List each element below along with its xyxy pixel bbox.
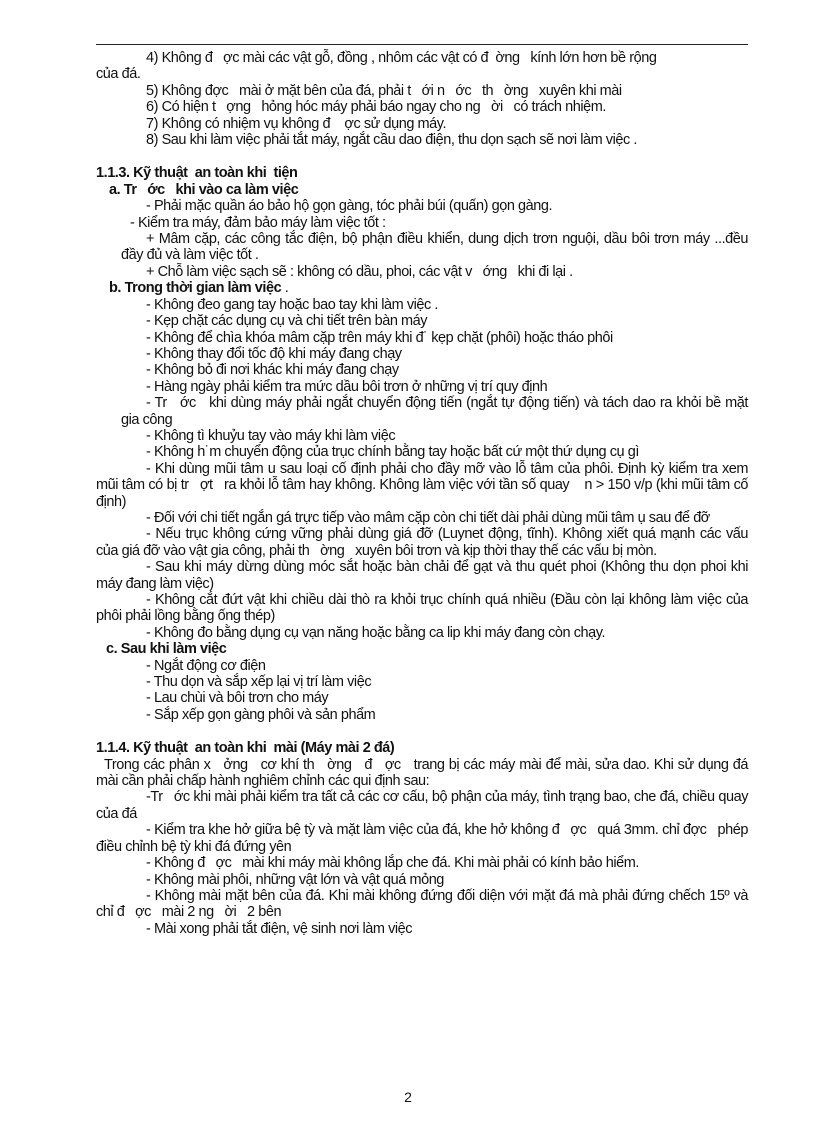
section-114-item: - Không đ ợc mài khi máy mài không lắp che đá. Khi mài phải có kính bảo hiểm. xyxy=(146,855,639,872)
section-113-c-item: - Sắp xếp gọn gàng phôi và sản phẩm xyxy=(146,706,376,723)
rule-4-cont: của đá. xyxy=(96,66,141,83)
section-113-b-item: - Tr ớc khi dùng máy phải ngắt chuyển động tiến (ngắt tự động tiến) và tách dao ra khỏi bề mặt gia công xyxy=(121,395,748,428)
section-113-b-item: - Không đo bằng dụng cụ vạn năng hoặc bằng ca lip khi máy đang còn chạy. xyxy=(146,624,606,641)
section-113-a-item: - Phải mặc quần áo bảo hộ gọn gàng, tóc phải búi (quấn) gọn gàng. xyxy=(146,198,553,215)
section-114-intro: Trong các phân x ởng cơ khí th ờng đ ợc trang bị các máy mài để mài, sửa dao. Khi sử dụng đá mài cần phải chấp hành nghiêm chỉnh các qui định sau: xyxy=(96,756,748,790)
section-113-b-item: - Kẹp chặt các dụng cụ và chi tiết trên bàn máy xyxy=(146,313,428,330)
section-113-a-item: + Chỗ làm việc sạch sẽ : không có dầu, phoi, các vật v ớng khi đi lại . xyxy=(146,263,573,280)
section-114-item: - Không mài mặt bên của đá. Khi mài không đứng đối diện với mặt đá mà phải đứng chếch 15º và chỉ đ ợc mài 2 ng ời 2 bên xyxy=(96,887,748,921)
section-114-title: 1.1.4. Kỹ thuật an toàn khi mài (Máy mài 2 đá) xyxy=(96,740,395,757)
rule-4: 4) Không đ ợc mài các vật gỗ, đồng , nhôm các vật có đ ờng kính lớn hơn bề rộng xyxy=(146,50,657,66)
section-113-b-item: - Đối với chi tiết ngắn gá trực tiếp vào mâm cặp còn chi tiết dài phải dùng mũi tâm ụ sau để đỡ xyxy=(146,509,710,526)
rule-5: 5) Không đ​ợc mài ở mặt bên của đá, phải t ới n ớc th ờng xuyên khi mài xyxy=(146,82,622,99)
section-113-b-item: - Khi dùng mũi tâm u sau loại cố định phải cho đầy mỡ vào lỗ tâm của phôi. Định kỳ kiểm tra xem mũi tâm có bị tr ợt ra khỏi lỗ tâm hay không. Không làm việc với tần số quay n > 150 v/p (khi mũi tâm cố định) xyxy=(96,460,748,510)
section-113-b-item: - Nếu trục không cứng vững phải dùng giá đỡ (Luynet động, tĩnh). Không xiết quá mạnh các vấu của giá đỡ vào vật gia công, phải th ờng xuyên bôi trơn và kịp thời thay thế các vấu bị mòn. xyxy=(96,526,748,559)
section-114-item: - Kiểm tra khe hở giữa bệ tỳ và mặt làm việc của đá, khe hở không đ ợc quá 3mm. chỉ đ​ợc phép điều chỉnh bệ tỳ khi đá đứng yên xyxy=(96,822,748,855)
section-113-b-item: - Không thay đổi tốc độ khi máy đang chạy xyxy=(146,345,402,362)
section-113-c-title: c. Sau khi làm việc xyxy=(106,641,227,658)
section-114-item: - Không mài phôi, những vật lớn và vật quá mỏng xyxy=(146,871,444,888)
section-113-title: 1.1.3. Kỹ thuật an toàn khi tiện xyxy=(96,165,298,182)
section-114-item: - Mài xong phải tắt điện, vệ sinh nơi làm việc xyxy=(146,920,413,937)
section-113-c-item: - Lau chùi và bôi trơn cho máy xyxy=(146,690,329,707)
section-113-c-item: - Thu dọn và sắp xếp lại vị trí làm việc xyxy=(146,674,372,691)
page-number: 2 xyxy=(404,1089,412,1105)
section-113-b-item: - Không h˙m chuyển động của trục chính bằng tay hoặc bất cứ một thứ dụng cụ gì xyxy=(146,444,639,461)
section-113-a-item: + Mâm cặp, các công tắc điện, bộ phận điều khiển, dung dịch trơn nguội, dầu bôi trơn máy ...đều đầy đủ và làm việc tốt . xyxy=(121,231,748,264)
section-113-b-item: - Sau khi máy dừng dùng móc sắt hoặc bàn chải để gạt và thu quét phoi (Không thu dọn phoi khi máy đang làm việc) xyxy=(96,559,748,592)
rule-8: 8) Sau khi làm việc phải tắt máy, ngắt cầu dao điện, thu dọn sạch sẽ nơi làm việc . xyxy=(146,132,637,149)
document-body xyxy=(96,46,748,937)
section-113-b-item: - Không để chìa khóa mâm cặp trên máy khi đ˙ kẹp chặt (phôi) hoặc tháo phôi xyxy=(146,329,613,346)
section-113-b-item: - Không tì khuỷu tay vào máy khi làm việc xyxy=(146,427,396,444)
section-113-b-item: - Không bỏ đi nơi khác khi máy đang chạy xyxy=(146,362,399,379)
section-113-b-item: - Không đeo gang tay hoặc bao tay khi làm việc . xyxy=(146,296,438,313)
section-114-item: -Tr ớc khi mài phải kiểm tra tất cả các cơ cấu, bộ phận của máy, tình trạng bao, che đá, chiều quay của đá xyxy=(96,789,748,822)
rule-7: 7) Không có nhiệm vụ không đ ợc sử dụng máy. xyxy=(146,115,447,132)
header-rule xyxy=(96,44,748,45)
section-113-c-item: - Ngắt động cơ điện xyxy=(146,657,266,674)
section-113-b-title-dot: . xyxy=(281,280,289,297)
section-113-b-item: - Hàng ngày phải kiểm tra mức dầu bôi trơn ở những vị trí quy định xyxy=(146,378,548,395)
rule-6: 6) Có hiện t ợng hỏng hóc máy phải báo ngay cho ng ời có trách nhiệm. xyxy=(146,99,606,116)
section-113-a-title: a. Tr ớc khi vào ca làm việc xyxy=(109,181,299,198)
section-113-b-title: b. Trong thời gian làm việc xyxy=(109,280,282,297)
section-113-a-item: - Kiểm tra máy, đảm bảo máy làm việc tốt : xyxy=(130,214,386,231)
section-113-b-item: - Không cắt đứt vật khi chiều dài thò ra khỏi trục chính quá nhiều (Đầu còn lại không làm việc của phôi phải lồng bằng ống thép) xyxy=(96,592,748,625)
